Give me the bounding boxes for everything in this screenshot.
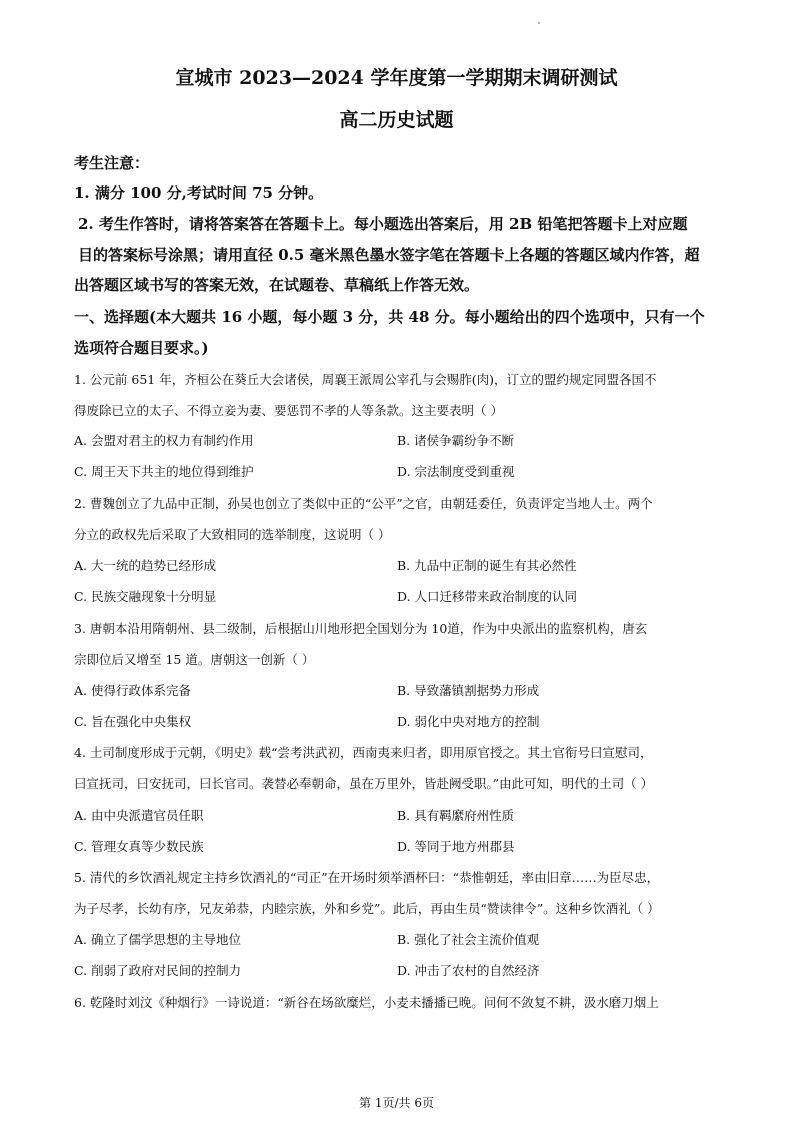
section-heading-line-1: 一、选择题(本大题共 16 小题，每小题 3 分，共 48 分。每小题给出的四个选项中，只有一个: [74, 308, 705, 326]
question-4-line-1: 4. 土司制度形成于元朝，《明史》载“尝考洪武初，西南夷来归者，即用原官授之。其土官衔号曰宣慰司，: [74, 745, 653, 760]
question-1-option-c[interactable]: C. 周王天下共主的地位得到维护: [74, 464, 254, 479]
question-5-option-a[interactable]: A. 确立了儒学思想的主导地位: [74, 932, 241, 947]
question-2-line-1: 2. 曹魏创立了九品中正制，孙吴也创立了类似中正的“公平”之官，由朝廷委任，负责评定当地人士。两个: [74, 496, 653, 511]
exam-title: 宣城市 2023—2024 学年度第一学期期末调研测试: [175, 67, 618, 89]
question-5-option-c[interactable]: C. 削弱了政府对民间的控制力: [74, 963, 242, 978]
notice-heading: 考生注意：: [74, 154, 150, 172]
question-4-option-b[interactable]: B. 具有羁縻府州性质: [397, 808, 515, 823]
notice-item-2-line-3: 出答题区域书写的答案无效，在试题卷、草稿纸上作答无效。: [74, 276, 480, 294]
question-2-option-d[interactable]: D. 人口迁移带来政治制度的认同: [397, 589, 578, 604]
question-3-line-2: 宗即位后又增至 15 道。唐朝这一创新（ ）: [74, 652, 315, 667]
notice-item-2-line-2: 目的答案标号涂黑；请用直径 0.5 毫米黑色墨水签字笔在答题卡上各题的答题区域内作答，超: [78, 246, 700, 264]
question-4-line-2: 曰宣抚司，曰安抚司，曰长官司。袭替必奉朝命，虽在万里外，皆赴阙受职。”由此可知，明代的土司（ ）: [74, 776, 654, 791]
question-4-option-c[interactable]: C. 管理女真等少数民族: [74, 839, 204, 854]
question-3-option-c[interactable]: C. 旨在强化中央集权: [74, 714, 192, 729]
question-2-line-2: 分立的政权先后采取了大致相同的选举制度，这说明（ ）: [74, 527, 391, 542]
question-3-option-a[interactable]: A. 使得行政体系完备: [74, 683, 191, 698]
question-5-line-1: 5. 清代的乡饮酒礼规定主持乡饮酒礼的“司正”在开场时须举酒杯曰：“恭惟朝廷，率由旧章……为臣尽忠，: [74, 870, 660, 885]
question-3-option-b[interactable]: B. 导致藩镇割据势力形成: [397, 683, 540, 698]
page-footer: 第 1页/共 6页: [359, 1096, 434, 1110]
question-5-option-b[interactable]: B. 强化了社会主流价值观: [397, 932, 540, 947]
section-heading-line-2: 选项符合题目要求。): [74, 339, 209, 357]
question-2-option-a[interactable]: A. 大一统的趋势已经形成: [74, 558, 216, 573]
question-1-option-d[interactable]: D. 宗法制度受到重视: [397, 464, 515, 479]
scan-dot: [538, 22, 540, 24]
question-2-option-b[interactable]: B. 九品中正制的诞生有其必然性: [397, 558, 577, 573]
question-1-option-a[interactable]: A. 会盟对君主的权力有制约作用: [74, 433, 254, 448]
question-1-option-b[interactable]: B. 诸侯争霸纷争不断: [397, 433, 515, 448]
question-1-line-1: 1. 公元前 651 年，齐桓公在葵丘大会诸侯，周襄王派周公宰孔与会赐胙(肉)，订立的盟约规定同盟各国不: [74, 372, 657, 387]
question-3-line-1: 3. 唐朝本沿用隋朝州、县二级制，后根据山川地形把全国划分为 10道，作为中央派出的监察机构，唐玄: [74, 621, 648, 636]
question-5-option-d[interactable]: D. 冲击了农村的自然经济: [397, 963, 540, 978]
question-2-option-c[interactable]: C. 民族交融现象十分明显: [74, 589, 217, 604]
notice-item-1: 1. 满分 100 分,考试时间 75 分钟。: [74, 184, 324, 202]
notice-item-2-line-1: 2. 考生作答时，请将答案答在答题卡上。每小题选出答案后，用 2B 铅笔把答题卡上对应题: [78, 215, 688, 233]
question-3-option-d[interactable]: D. 弱化中央对地方的控制: [397, 714, 540, 729]
exam-subtitle: 高二历史试题: [339, 109, 454, 131]
question-6-line-1: 6. 乾隆时刘汶《种烟行》一诗说道：“新谷在场欲糜烂，小麦未播播已晚。问何不敛复不耕，汲水磨刀烟上: [74, 995, 659, 1010]
question-1-line-2: 得废除已立的太子、不得立妾为妻、要惩罚不孝的人等条款。这主要表明（ ）: [74, 403, 503, 418]
question-4-option-a[interactable]: A. 由中央派遣官员任职: [74, 808, 204, 823]
question-4-option-d[interactable]: D. 等同于地方州郡县: [397, 839, 515, 854]
question-5-line-2: 为子尽孝，长幼有序，兄友弟恭，内睦宗族，外和乡党”。此后，再由生员“赞读律令”。这种乡饮酒礼（ ）: [74, 901, 660, 916]
